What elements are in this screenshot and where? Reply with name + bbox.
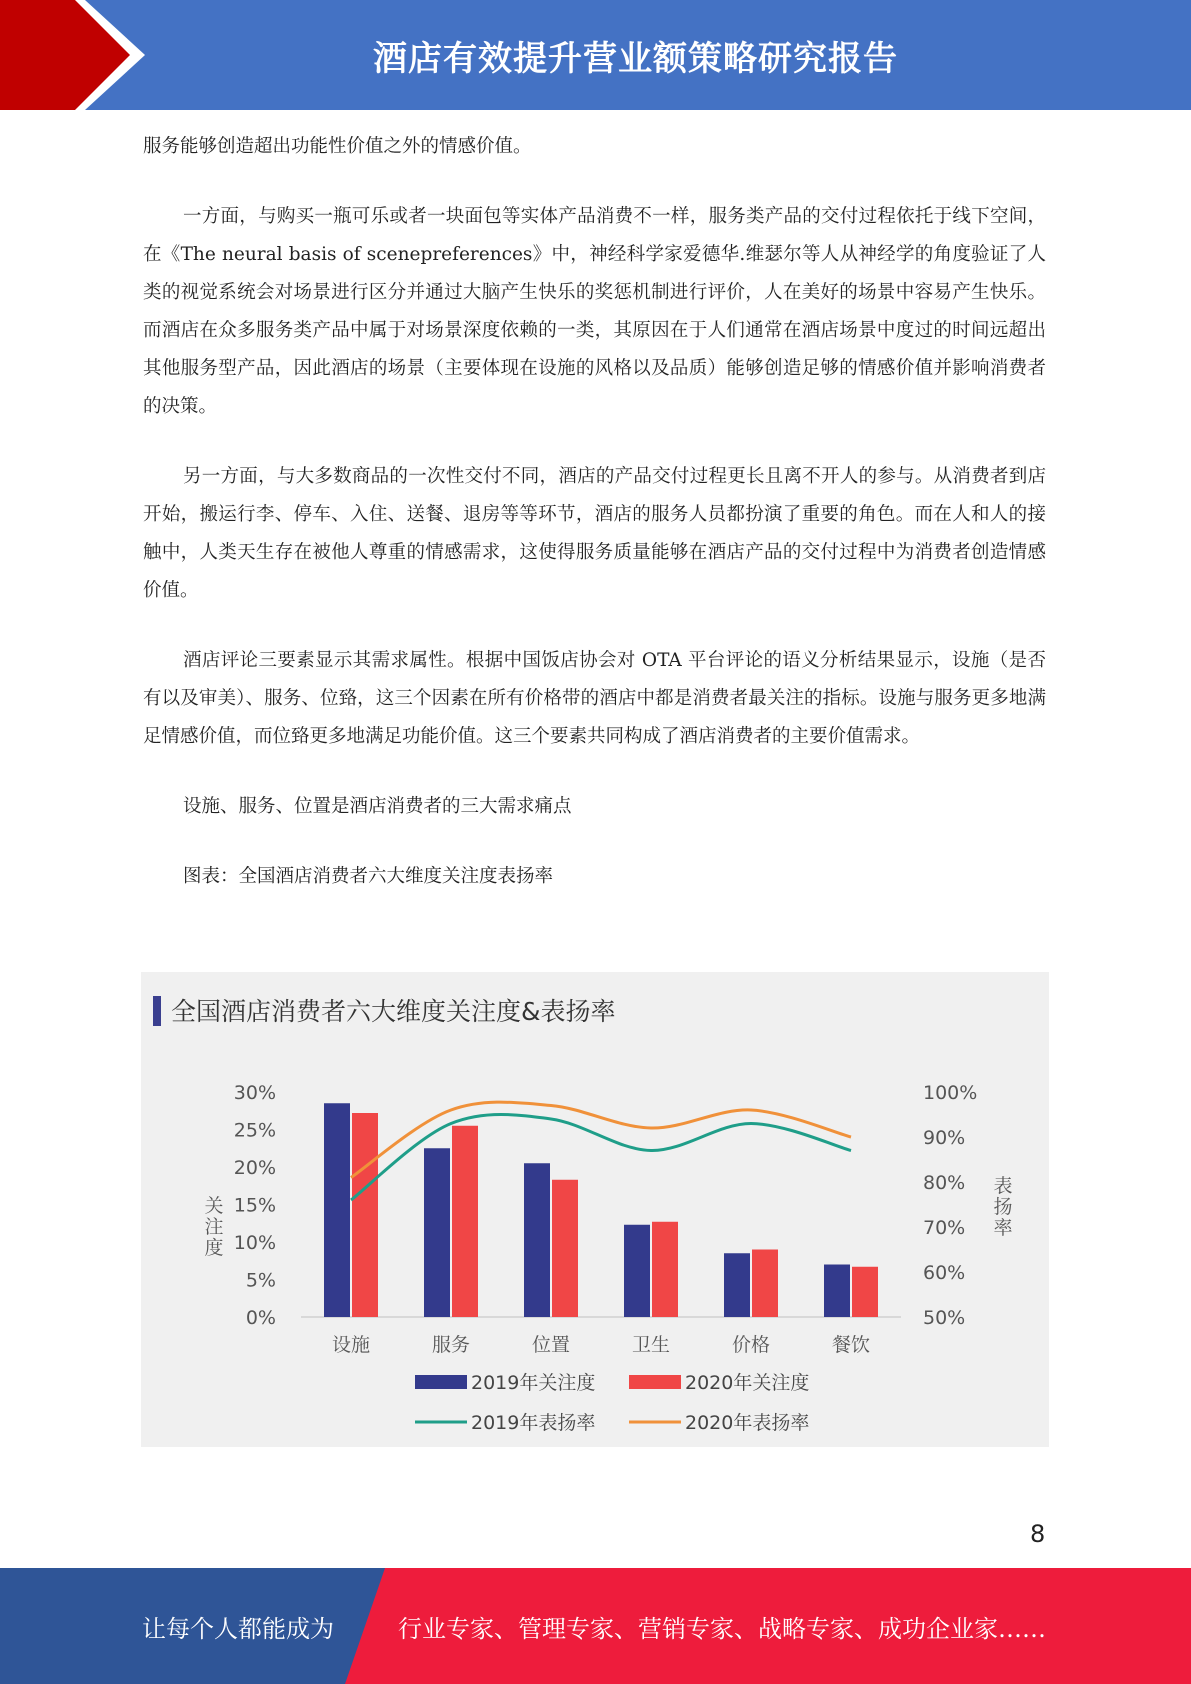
bar-2019 bbox=[424, 1148, 450, 1317]
footer-slogan-left: 让每个人都能成为 bbox=[142, 1614, 334, 1643]
y-left-tick-label: 25% bbox=[233, 1119, 276, 1142]
legend-label: 2020年表扬率 bbox=[685, 1412, 810, 1434]
bar-2020 bbox=[452, 1126, 478, 1317]
legend-label: 2020年关注度 bbox=[685, 1372, 810, 1394]
bar-2019 bbox=[624, 1225, 650, 1317]
legend-swatch bbox=[415, 1375, 467, 1389]
y-left-axis-label: 度 bbox=[204, 1237, 224, 1259]
bar-2020 bbox=[752, 1250, 778, 1318]
body-text bbox=[143, 128, 1046, 896]
y-right-tick-label: 60% bbox=[923, 1262, 966, 1284]
paragraph: 另一方面，与大多数商品的一次性交付不同，酒店的产品交付过程更长且离不开人的参与。从消费者到店开始，搬运行李、停车、入住、送餐、退房等等环节，酒店的服务人员都扮演了重要的角色。而在人和人的接触中，人类天生存在被他人尊重的情感需求，这使得服务质量能够在酒店产品的交付过程中为消费者创造情感价值。 bbox=[143, 466, 1046, 601]
paragraph: 酒店评论三要素显示其需求属性。根据中国饭店协会对 OTA 平台评论的语义分析结果显示，设施（是否有以及审美）、服务、位臵，这三个因素在所有价格带的酒店中都是消费者最关注的指标。设施与服务更多地满足情感价值，而位臵更多地满足功能价值。这三个要素共同构成了酒店消费者的主要价值需求。 bbox=[143, 650, 1046, 747]
page-footer bbox=[0, 1568, 1191, 1684]
bar-2019 bbox=[724, 1253, 750, 1317]
legend-swatch bbox=[629, 1375, 681, 1389]
y-left-tick-label: 20% bbox=[233, 1157, 276, 1179]
chart-plot bbox=[141, 972, 1049, 1447]
y-left-tick-label: 5% bbox=[245, 1269, 276, 1292]
y-right-axis-label: 率 bbox=[993, 1217, 1013, 1239]
x-tick-label: 价格 bbox=[731, 1334, 771, 1356]
bar-2020 bbox=[352, 1113, 378, 1317]
x-tick-label: 位置 bbox=[531, 1334, 571, 1356]
y-left-axis-label: 注 bbox=[204, 1216, 224, 1238]
legend-label: 2019年关注度 bbox=[471, 1372, 596, 1394]
bar-2020 bbox=[552, 1180, 578, 1317]
y-right-tick-label: 100% bbox=[923, 1082, 978, 1104]
y-left-tick-label: 10% bbox=[233, 1232, 276, 1254]
footer-slogan-right: 行业专家、管理专家、营销专家、战略专家、成功企业家…… bbox=[398, 1614, 1046, 1643]
paragraph: 服务能够创造超出功能性价值之外的情感价值。 bbox=[143, 136, 532, 157]
x-tick-label: 服务 bbox=[431, 1334, 471, 1356]
chart-title: 全国酒店消费者六大维度关注度&表扬率 bbox=[171, 997, 616, 1026]
x-tick-label: 餐饮 bbox=[831, 1334, 871, 1356]
y-left-axis-label: 关 bbox=[204, 1195, 224, 1217]
bar-2020 bbox=[652, 1222, 678, 1317]
bar-2019 bbox=[824, 1265, 850, 1318]
header-arrow-decoration bbox=[0, 0, 170, 110]
y-right-tick-label: 90% bbox=[923, 1127, 966, 1149]
paragraph: 一方面，与购买一瓶可乐或者一块面包等实体产品消费不一样，服务类产品的交付过程依托于线下空间，在《The neural basis of scenepreferences》中，神经科学家爱德华.维瑟尔等人从神经学的角度验证了人类的视觉系统会对场景进行区分并通过大脑产生快乐的奖惩机制进行评价，人在美好的场景中容易产生快乐。而酒店在众多服务类产品中属于对场景深度依赖的一类，其原因在于人们通常在酒店场景中度过的时间远超出其他服务型产品，因此酒店的场景（主要体现在设施的风格以及品质）能够创造足够的情感价值并影响消费者的决策。 bbox=[143, 206, 1046, 417]
y-right-tick-label: 80% bbox=[923, 1172, 966, 1194]
y-left-tick-label: 0% bbox=[245, 1307, 276, 1329]
bar-2019 bbox=[324, 1103, 350, 1317]
figure-caption: 图表：全国酒店消费者六大维度关注度表扬率 bbox=[183, 866, 554, 887]
y-left-tick-label: 30% bbox=[233, 1082, 276, 1104]
bar-2020 bbox=[852, 1267, 878, 1317]
page-number: 8 bbox=[1030, 1520, 1046, 1548]
legend-label: 2019年表扬率 bbox=[471, 1412, 596, 1434]
y-left-tick-label: 15% bbox=[233, 1194, 276, 1217]
report-title: 酒店有效提升营业额策略研究报告 bbox=[373, 38, 898, 79]
y-right-tick-label: 50% bbox=[923, 1307, 966, 1329]
x-tick-label: 卫生 bbox=[631, 1334, 671, 1356]
page-header bbox=[0, 0, 1191, 110]
chart-panel bbox=[141, 972, 1049, 1447]
bar-2019 bbox=[524, 1163, 550, 1317]
y-right-tick-label: 70% bbox=[923, 1217, 966, 1239]
section-heading: 设施、服务、位置是酒店消费者的三大需求痛点 bbox=[183, 796, 572, 817]
y-right-axis-label: 表 bbox=[993, 1175, 1013, 1197]
x-tick-label: 设施 bbox=[331, 1334, 371, 1356]
y-right-axis-label: 扬 bbox=[993, 1196, 1013, 1218]
